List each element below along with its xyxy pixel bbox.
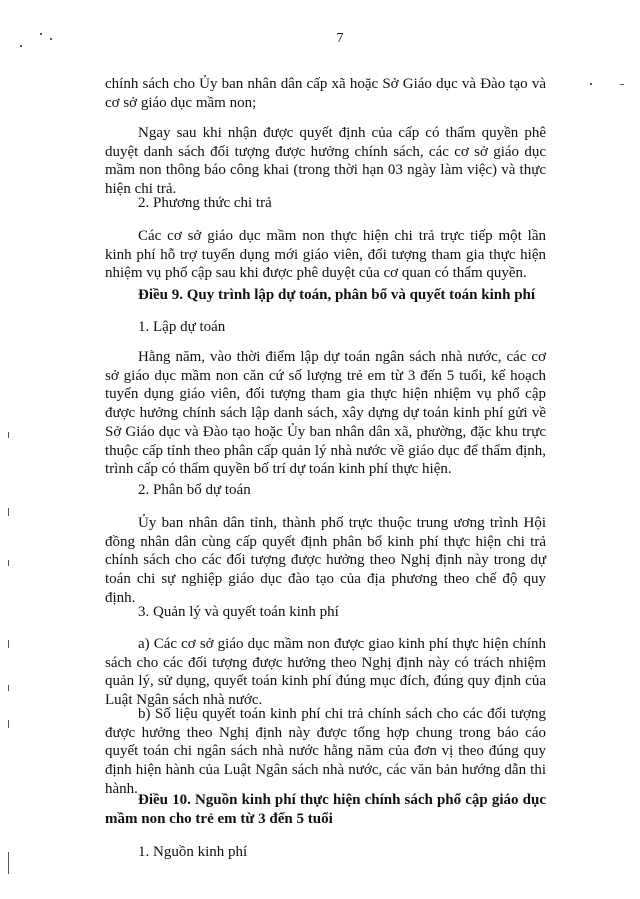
scan-speck bbox=[40, 33, 42, 35]
paragraph: Hằng năm, vào thời điểm lập dự toán ngân sách nhà nước, các cơ sở giáo dục mầm non căn cứ số lượng trẻ em từ 3 đến 5 tuổi, kế hoạch tuyển dụng giáo viên, đối tượng tham gia thực hiện nhiệm vụ phổ cập được hưởng chính sách lập danh sách, xây dựng dự toán kinh phí gửi về Sở Giáo dục và Đào tạo hoặc Ủy ban nhân dân xã, phường, đặc khu trực thuộc cấp tỉnh theo phân cấp quản lý nhà nước về giáo dục để thẩm định, trình cấp có thẩm quyền bố trí dự toán kinh phí thực hiện. bbox=[105, 349, 546, 478]
scan-mark bbox=[8, 685, 9, 691]
scan-speck bbox=[20, 45, 22, 47]
paragraph: Ủy ban nhân dân tỉnh, thành phố trực thuộc trung ương trình Hội đồng nhân dân cùng cấp quyết định phân bổ kinh phí thực hiện chi trả chính sách cho các đối tượng được hưởng theo Nghị định này trong dự toán chi sự nghiệp giáo dục đào tạo của địa phương theo chế độ quy định. bbox=[105, 515, 546, 606]
scan-mark bbox=[8, 640, 9, 648]
scan-mark bbox=[8, 560, 9, 566]
paragraph: b) Số liệu quyết toán kinh phí chi trả chính sách cho các đối tượng được hưởng theo Nghị định này được tổng hợp chung trong báo cáo quyết toán chi ngân sách nhà nước hằng năm của đơn vị theo đúng quy định hiện hành của Luật Ngân sách nhà nước, các văn bản hướng dẫn thi hành. bbox=[105, 706, 546, 797]
scan-mark bbox=[8, 508, 9, 516]
paragraph: Ngay sau khi nhận được quyết định của cấp có thẩm quyền phê duyệt danh sách đối tượng được hưởng chính sách, các cơ sở giáo dục mầm non thông báo công khai (trong thời hạn 03 ngày làm việc) và thực hiện chi trả. bbox=[105, 125, 546, 198]
scan-speck bbox=[590, 83, 592, 85]
section-heading: 1. Lập dự toán bbox=[138, 319, 226, 335]
article-heading: Điều 9. Quy trình lập dự toán, phân bổ và quyết toán kinh phí bbox=[138, 287, 536, 303]
page-number: 7 bbox=[336, 31, 344, 46]
paragraph: a) Các cơ sở giáo dục mầm non được giao kinh phí thực hiện chính sách cho các đối tượng được hưởng theo Nghị định này có trách nhiệm quản lý, sử dụng, quyết toán kinh phí đúng mục đích, đúng quy định của Luật Ngân sách nhà nước. bbox=[105, 636, 546, 709]
scan-speck bbox=[50, 38, 52, 40]
paragraph: Các cơ sở giáo dục mầm non thực hiện chi trả trực tiếp một lần kinh phí hỗ trợ tuyển dụng mới giáo viên, đối tượng tham gia thực hiện nhiệm vụ phổ cập sau khi được phê duyệt của cơ quan có thẩm quyền. bbox=[105, 228, 546, 282]
scan-mark bbox=[8, 852, 9, 874]
section-heading: 2. Phân bổ dự toán bbox=[138, 482, 251, 498]
section-heading: 2. Phương thức chi trả bbox=[138, 195, 272, 211]
scan-speck bbox=[620, 84, 624, 85]
scan-mark bbox=[8, 720, 9, 728]
article-heading: Điều 10. Nguồn kinh phí thực hiện chính sách phổ cập giáo dục mầm non cho trẻ em từ 3 đến 5 tuổi bbox=[105, 792, 546, 827]
scan-mark bbox=[8, 432, 9, 438]
paragraph: chính sách cho Ủy ban nhân dân cấp xã hoặc Sở Giáo dục và Đào tạo và cơ sở giáo dục mầm non; bbox=[105, 76, 546, 111]
section-heading: 1. Nguồn kinh phí bbox=[138, 844, 248, 860]
section-heading: 3. Quản lý và quyết toán kinh phí bbox=[138, 604, 339, 620]
